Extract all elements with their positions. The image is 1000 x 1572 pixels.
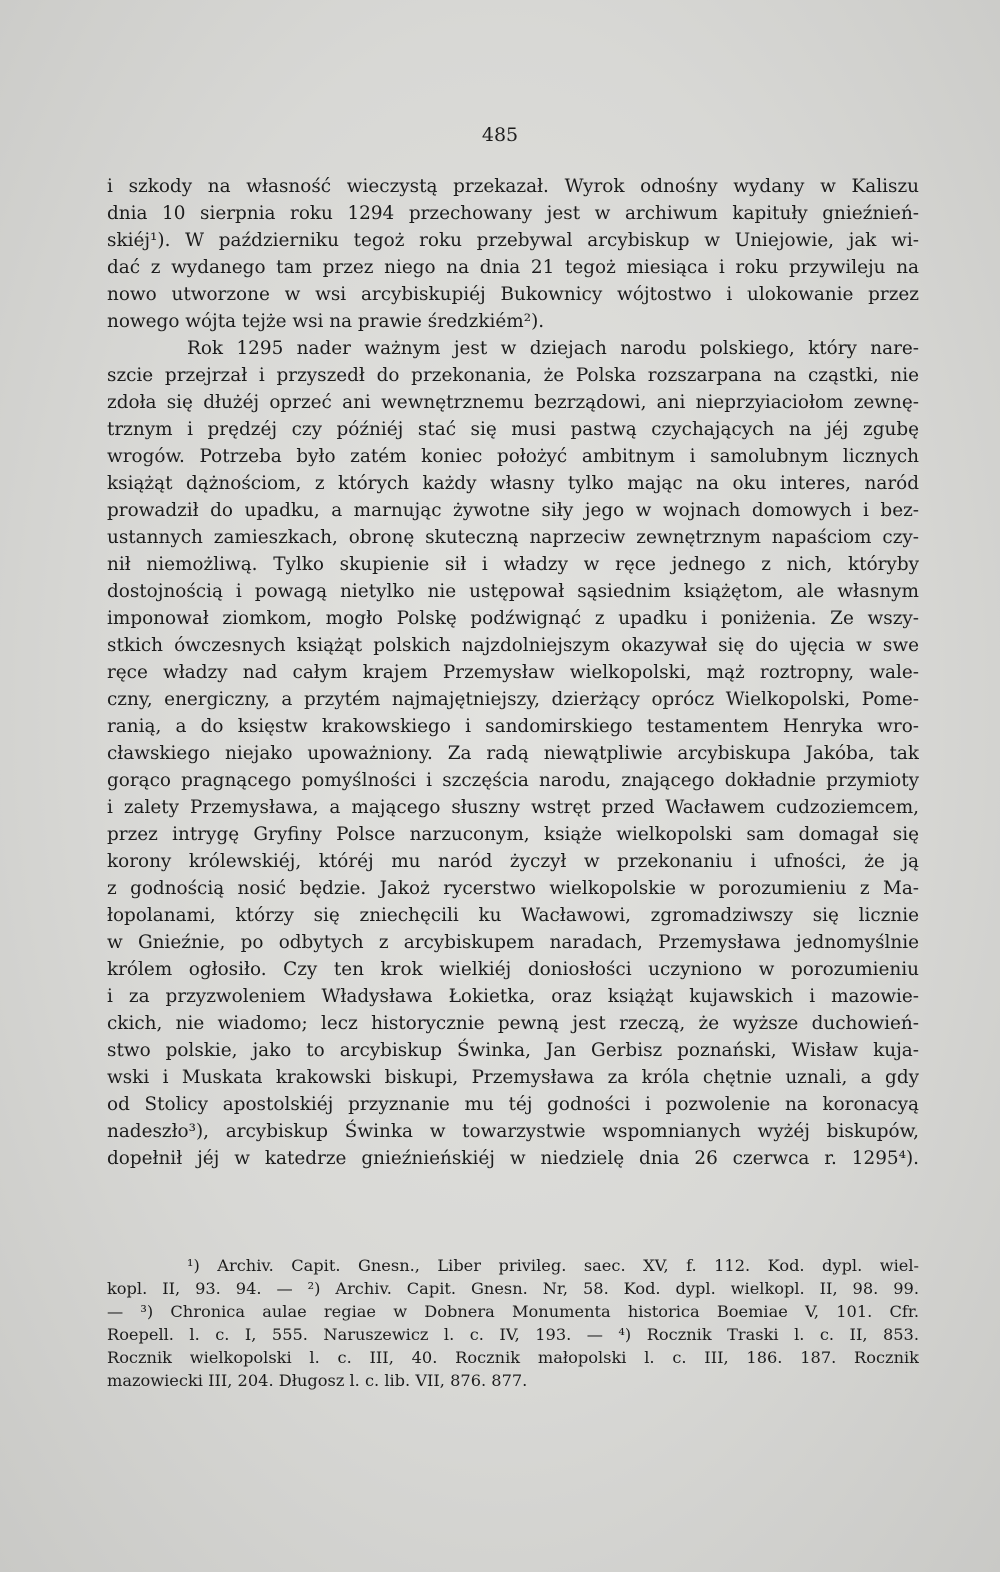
body-line	[107, 1173, 919, 1199]
body-line: królem ogłosiło. Czy ten krok wielkiéj doniosłości uczyniono w porozumieniu	[107, 959, 919, 980]
body-line: z godnością nosić będzie. Jakoż rycerstwo wielkopolskie w porozumieniu z Ma-	[107, 878, 919, 899]
body-line: stkich ówczesnych książąt polskich najzdolniejszym okazywał się do ujęcia w swe	[107, 635, 919, 656]
body-line: wski i Muskata krakowski biskupi, Przemysława za króla chętnie uznali, a gdy	[107, 1067, 919, 1088]
body-line: i szkody na własność wieczystą przekazał. Wyrok odnośny wydany w Kaliszu	[107, 176, 919, 197]
body-line: wrogów. Potrzeba było zatém koniec położyć ambitnym i samolubnym licznych	[107, 446, 919, 467]
body-line: dać z wydanego tam przez niego na dnia 21 tegoż miesiąca i roku przywileju na	[107, 257, 919, 278]
body-line: w Gnieźnie, po odbytych z arcybiskupem naradach, Przemysława jednomyślnie	[107, 932, 919, 953]
body-line: nadeszło³), arcybiskup Świnka w towarzystwie wspomnianych wyżéj biskupów,	[107, 1121, 919, 1142]
footnote-line: mazowiecki III, 204. Długosz l. c. lib. VII, 876. 877.	[107, 1371, 528, 1390]
body-line: ranią, a do księstw krakowskiego i sandomirskiego testamentem Henryka wro-	[107, 716, 919, 737]
body-line: cławskiego niejako upoważniony. Za radą niewątpliwie arcybiskupa Jakóba, tak	[107, 743, 919, 764]
body-line: i za przyzwoleniem Władysława Łokietka, oraz książąt kujawskich i mazowie-	[107, 986, 919, 1007]
body-line: ustannych zamieszkach, obronę skuteczną naprzeciw zewnętrznym napaściom czy-	[107, 527, 919, 548]
body-line: dostojnością i powagą nietylko nie ustępował sąsiednim książętom, ale własnym	[107, 581, 919, 602]
body-line: stwo polskie, jako to arcybiskup Świnka, Jan Gerbisz poznański, Wisław kuja-	[107, 1040, 919, 1061]
body-line: dnia 10 sierpnia roku 1294 przechowany jest w archiwum kapituły gnieźnień-	[107, 203, 919, 224]
body-line: szcie przejrzał i przyszedł do przekonania, że Polska rozszarpana na cząstki, nie	[107, 365, 919, 386]
body-line: nił niemożliwą. Tylko skupienie sił i władzy w ręce jednego z nich, któryby	[107, 554, 919, 575]
body-line: nowo utworzone w wsi arcybiskupiéj Bukownicy wójtostwo i ulokowanie przez	[107, 284, 919, 305]
page-number: 485	[481, 124, 519, 146]
body-line: dopełnił jéj w katedrze gnieźnieńskiéj w niedzielę dnia 26 czerwca r. 1295⁴).	[107, 1148, 919, 1169]
body-line: ckich, nie wiadomo; lecz historycznie pewną jest rzeczą, że wyższe duchowień-	[107, 1013, 919, 1034]
body-line: zdoła się dłużéj oprzeć ani wewnętrznemu bezrządowi, ani nieprzyiaciołom zewnę-	[107, 392, 919, 413]
body-line: Rok 1295 nader ważnym jest w dziejach narodu polskiego, który nare-	[187, 338, 919, 359]
footnote-line: ¹) Archiv. Capit. Gnesn., Liber privileg. saec. XV, f. 112. Kod. dypl. wiel-	[187, 1256, 919, 1275]
footnote-line: Roepell. l. c. I, 555. Naruszewicz l. c. IV, 193. — ⁴) Rocznik Traski l. c. II, 853.	[107, 1325, 919, 1344]
body-line: skiéj¹). W październiku tegoż roku przebywal arcybiskup w Uniejowie, jak wi-	[107, 230, 919, 251]
body-line: nowego wójta tejże wsi na prawie średzkiém²).	[107, 311, 545, 332]
body-line: czny, energiczny, a przytém najmajętniejszy, dzierżący oprócz Wielkopolski, Pome-	[107, 689, 919, 710]
body-line: gorąco pragnącego pomyślności i szczęścia narodu, znającego dokładnie przymioty	[107, 770, 919, 791]
body-line: prowadził do upadku, a marnując żywotne siły jego w wojnach domowych i bez-	[107, 500, 919, 521]
footnote-line: kopl. II, 93. 94. — ²) Archiv. Capit. Gnesn. Nr, 58. Kod. dypl. wielkopl. II, 98. 99.	[107, 1279, 919, 1298]
body-line: łopolanami, którzy się zniechęcili ku Wacławowi, zgromadziwszy się licznie	[107, 905, 919, 926]
body-line: trznym i prędzéj czy późniéj stać się musi pastwą czychających na jéj zgubę	[107, 419, 919, 440]
body-line: ręce władzy nad całym krajem Przemysław wielkopolski, mąż roztropny, wale-	[107, 662, 919, 683]
body-line: imponował ziomkom, mogło Polskę podźwignąć z upadku i poniżenia. Ze wszy-	[107, 608, 919, 629]
footnote-line: Rocznik wielkopolski l. c. III, 40. Rocznik małopolski l. c. III, 186. 187. Rocznik	[107, 1348, 919, 1367]
footnote-line: — ³) Chronica aulae regiae w Dobnera Monumenta historica Boemiae V, 101. Cfr.	[107, 1302, 919, 1321]
body-line: korony królewskiéj, któréj mu naród życzył w przekonaniu i ufności, że ją	[107, 851, 919, 872]
body-line: od Stolicy apostolskiéj przyznanie mu téj godności i pozwolenie na koronacyą	[107, 1094, 919, 1115]
body-line: i zalety Przemysława, a mającego słuszny wstręt przed Wacławem cudzoziemcem,	[107, 797, 919, 818]
body-line: przez intrygę Gryfiny Polsce narzuconym, książe wielkopolski sam domagał się	[107, 824, 919, 845]
body-line: książąt dążnościom, z których każdy własny tylko mając na oku interes, naród	[107, 473, 919, 494]
